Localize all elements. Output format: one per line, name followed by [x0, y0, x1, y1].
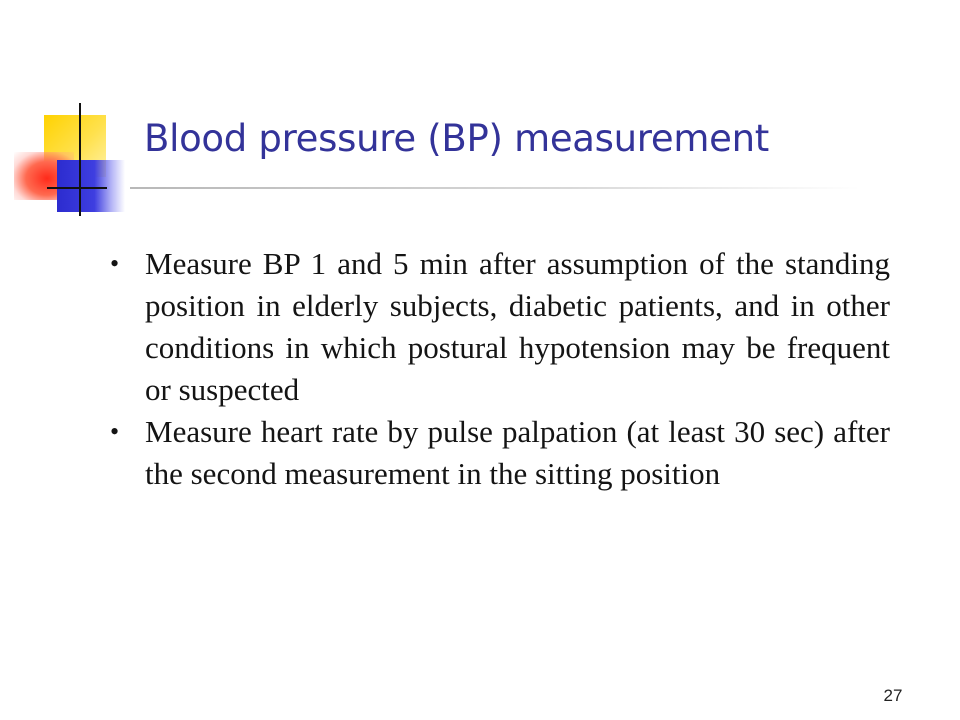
bullet-icon: •: [110, 249, 120, 278]
bullet-item-heart-rate: [100, 411, 890, 495]
bullet-list: [100, 243, 890, 495]
page-number: 27: [883, 686, 903, 705]
bullet-text: Measure heart rate by pulse palpation (at least 30 sec) after the second measurement in the sitting position: [145, 414, 890, 491]
title-underline-rule: [130, 187, 860, 189]
bullet-text: Measure BP 1 and 5 min after assumption of the standing position in elderly subjects, diabetic patients, and in other conditions in which postural hypotension may be frequent or suspected: [145, 246, 890, 407]
decor-vertical-line: [79, 103, 81, 216]
bullet-item-standing-bp: [100, 243, 890, 411]
slide-title: Blood pressure (BP) measurement: [144, 117, 769, 160]
decor-blue-square: [57, 160, 125, 212]
bullet-icon: •: [110, 417, 120, 446]
decor-horizontal-line: [47, 187, 107, 189]
